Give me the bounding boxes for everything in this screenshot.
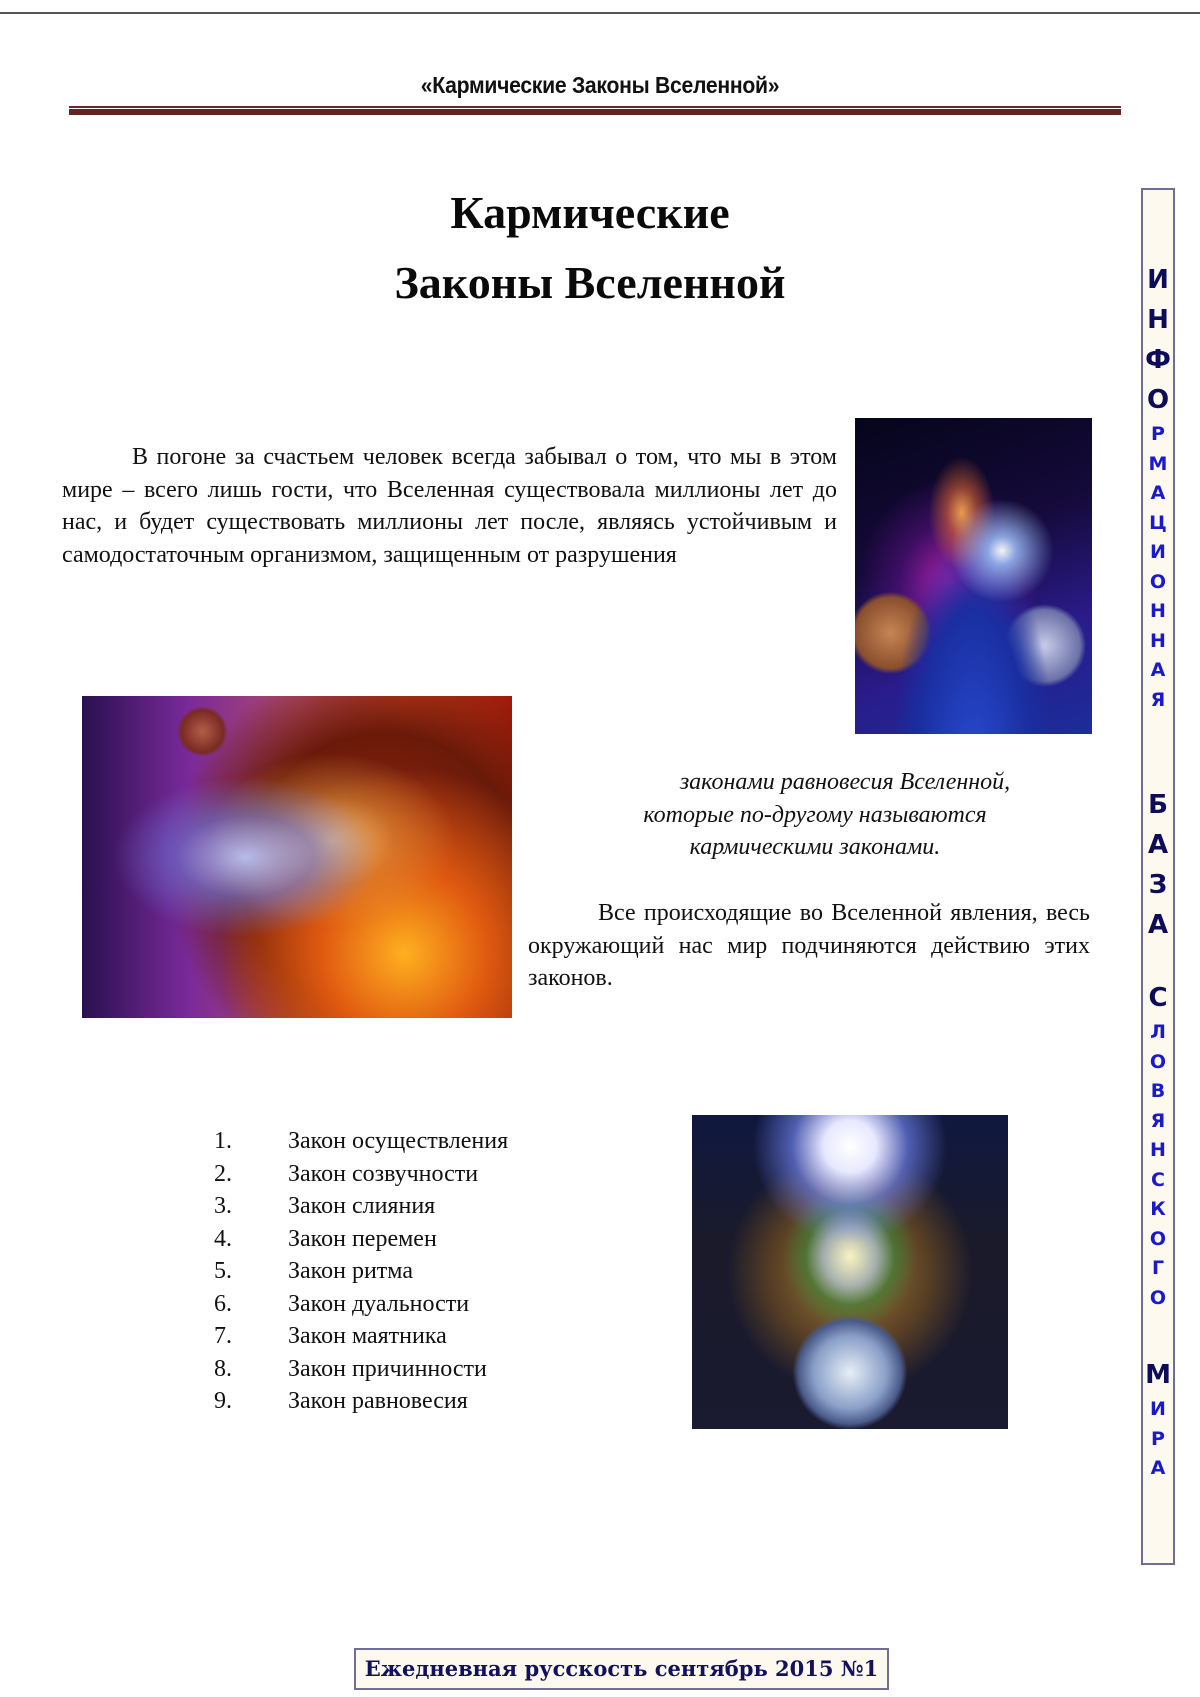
banner-letter: А — [1150, 1457, 1166, 1479]
list-item-number: 5. — [214, 1258, 232, 1284]
top-page-rule — [0, 12, 1200, 14]
banner-letter: М — [1145, 1360, 1171, 1390]
list-item-label: Закон созвучности — [288, 1160, 479, 1187]
list-item — [214, 1255, 508, 1288]
title-line-1: Кармические — [450, 187, 730, 238]
list-item — [214, 1223, 508, 1256]
intro-paragraph-text: В погоне за счастьем человек всегда забывал о том, что мы в этом мире – всего лишь гости, что Вселенная существовала миллионы лет до нас, и будет существовать миллионы лет после, являясь устойчивым и самодостаточным организмом, защищенным от разрушения — [62, 444, 837, 568]
list-item — [214, 1158, 508, 1191]
banner-letter: А — [1150, 659, 1166, 681]
banner-letter: Г — [1151, 1257, 1165, 1279]
list-item — [214, 1353, 508, 1386]
banner-letter: О — [1149, 1227, 1167, 1250]
list-item-number: 8. — [214, 1355, 232, 1382]
banner-letter: О — [1149, 1286, 1167, 1309]
list-item-label: Закон перемен — [288, 1225, 437, 1252]
banner-letter: Б — [1148, 790, 1168, 820]
list-item-label: Закон слияния — [288, 1193, 436, 1219]
banner-letter: О — [1146, 385, 1170, 415]
article-title — [300, 178, 880, 318]
second-paragraph-text: Все происходящие во Вселенной явления, весь окружающий нас мир подчиняются действию этих законов. — [528, 900, 1090, 991]
quote-line-2: которые по-другому называются — [643, 801, 987, 828]
banner-letter: Ф — [1145, 345, 1171, 375]
quote-line-3: кармическими законами. — [689, 834, 941, 860]
banner-letter: О — [1149, 570, 1167, 593]
list-item-number: 2. — [214, 1160, 232, 1187]
banner-letter: С — [1151, 1168, 1165, 1191]
list-item-number: 6. — [214, 1290, 232, 1317]
side-banner-word-baza — [1143, 785, 1173, 945]
list-item — [214, 1288, 508, 1321]
banner-letter: К — [1150, 1198, 1166, 1220]
list-item-label: Закон равновесия — [288, 1388, 468, 1414]
list-item-number: 1. — [214, 1128, 232, 1154]
libra-scales-goddess-image — [82, 696, 512, 1018]
list-item-number: 9. — [214, 1388, 232, 1414]
quote-line-1: законами равновесия Вселенной, — [679, 769, 1011, 795]
list-item — [214, 1385, 508, 1418]
banner-letter: А — [1147, 830, 1169, 860]
list-item-number: 7. — [214, 1323, 232, 1349]
list-item — [214, 1125, 508, 1158]
banner-letter: Н — [1150, 600, 1166, 622]
banner-letter: И — [1147, 265, 1169, 295]
banner-letter: В — [1150, 1080, 1166, 1102]
banner-letter: Ц — [1149, 511, 1167, 534]
banner-letter: Я — [1150, 1109, 1166, 1132]
list-item-number: 3. — [214, 1193, 232, 1219]
side-banner-word-informatsionnaya — [1143, 260, 1173, 715]
karmic-laws-list — [214, 1125, 508, 1418]
intro-paragraph — [62, 441, 837, 571]
list-item-label: Закон дуальности — [288, 1290, 470, 1317]
list-item-label: Закон причинности — [288, 1355, 487, 1382]
italic-quote — [585, 766, 1045, 864]
banner-letter: А — [1150, 482, 1166, 504]
banner-letter: Л — [1150, 1021, 1166, 1043]
banner-letter: Н — [1147, 305, 1169, 335]
banner-letter: Я — [1150, 688, 1166, 711]
cosmos-galaxy-planets-image — [855, 418, 1092, 734]
second-paragraph — [528, 897, 1090, 995]
banner-letter: Н — [1150, 1139, 1166, 1161]
banner-letter: И — [1150, 1398, 1166, 1420]
footer-issue-label: Ежедневная русскость сентябрь 2015 №1 — [354, 1648, 889, 1690]
title-line-2: Законы Вселенной — [394, 257, 786, 308]
header-double-rule — [69, 106, 1121, 115]
banner-letter: А — [1147, 910, 1169, 940]
list-item — [214, 1320, 508, 1353]
list-item — [214, 1190, 508, 1223]
banner-letter: Р — [1151, 423, 1165, 445]
list-item-number: 4. — [214, 1225, 232, 1252]
side-banner-word-slovyanskogo — [1143, 978, 1173, 1313]
banner-letter: О — [1149, 1050, 1167, 1073]
banner-letter: Н — [1150, 629, 1166, 652]
banner-letter: И — [1150, 541, 1166, 563]
banner-letter: С — [1148, 983, 1168, 1013]
running-header-title: «Кармические Законы Вселенной» — [420, 72, 780, 98]
list-item-label: Закон маятника — [288, 1323, 447, 1349]
banner-letter: М — [1148, 452, 1168, 475]
banner-letter: Р — [1151, 1427, 1165, 1450]
side-banner-word-mira — [1143, 1355, 1173, 1484]
side-banner-vertical — [1141, 188, 1175, 1565]
world-tree-globe-image — [692, 1115, 1008, 1429]
banner-letter: З — [1148, 870, 1168, 900]
list-item-label: Закон ритма — [288, 1258, 413, 1284]
list-item-label: Закон осуществления — [288, 1128, 509, 1154]
